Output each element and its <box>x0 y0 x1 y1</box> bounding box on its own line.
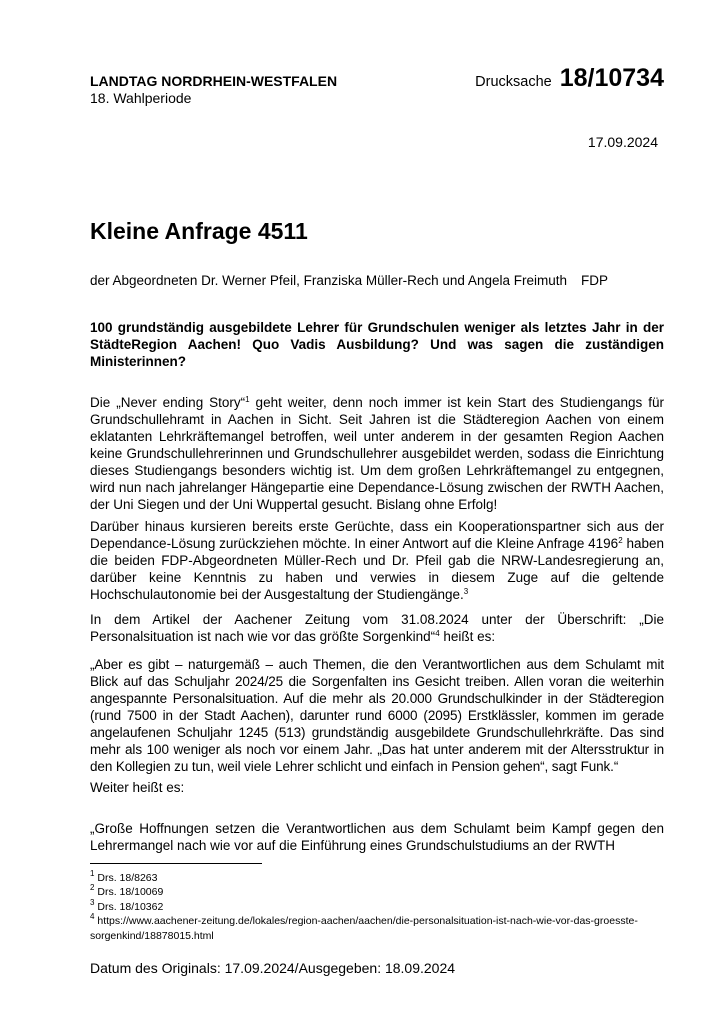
document-footer: Datum des Originals: 17.09.2024/Ausgegeben: 18.09.2024 <box>90 960 456 976</box>
paragraph-1 <box>90 394 664 513</box>
footnote-number: 1 <box>90 869 95 878</box>
footnotes <box>90 871 664 943</box>
footnote-number: 3 <box>90 897 95 907</box>
paragraph-2 <box>90 518 664 603</box>
footnote-link[interactable]: https://www.aachener-zeitung.de/lokales/region-aachen/aachen/die-personalsituation-ist-nach-wie-vor-das-groesste-sorgenkind/18878015.html <box>90 915 638 942</box>
footnote-ref: 4 <box>435 629 440 638</box>
footnote-text: Drs. 18/8263 <box>94 872 158 884</box>
parliament-name: LANDTAG NORDRHEIN-WESTFALEN <box>90 73 338 89</box>
party: FDP <box>580 273 608 288</box>
footnote-text: Drs. 18/10362 <box>94 900 164 913</box>
election-period: 18. Wahlperiode <box>90 90 192 106</box>
paragraph-text: heißt es: <box>439 629 496 644</box>
paragraph-text: In dem Artikel der Aachener Zeitung vom 31.08.2024 unter der Überschrift: „Die Personalsituation ist nach wie vor das größte Sorgenkind“ <box>90 612 664 644</box>
paragraph-3 <box>90 611 664 645</box>
document-header <box>90 73 337 107</box>
footnote-ref: 3 <box>463 587 469 596</box>
document-title: Kleine Anfrage 4511 <box>90 218 308 244</box>
footnote-1 <box>90 871 664 885</box>
authors-line <box>90 273 608 288</box>
inquiry-subject: 100 grundständig ausgebildete Lehrer für Grundschulen weniger als letztes Jahr in der StädteRegion Aachen! Quo Vadis Ausbildung? Und was sagen die zuständigen Ministerinnen? <box>90 320 664 369</box>
footnote-divider <box>90 863 262 864</box>
paragraph-text: haben die beiden FDP-Abgeordneten Müller-Rech und Dr. Pfeil gab die NRW-Landesregierung an, darüber keine Kenntnis zu haben und verwies in diesem Zuge auf die geltende Hochschulautonomie bei der Ausgestaltung der Studiengänge. <box>90 536 664 602</box>
paragraph-4: Weiter heißt es: <box>90 780 185 795</box>
footnote-ref: 2 <box>618 536 623 545</box>
document-date: 17.09.2024 <box>587 134 658 150</box>
quote-1: „Aber es gibt – naturgemäß – auch Themen, die den Verantwortlichen aus dem Schulamt mit Blick auf das Schuljahr 2024/25 die Sorgenfalten ins Gesicht treiben. Allen voran die weiterhin angespannte Personalsituation. Auf die mehr als 20.000 Grundschulkinder in der Städteregion (rund 7500 in der Stadt Aachen), darunter rund 6000 (2095) Erstklässler, kommen im gerade angelaufenen Schuljahr 1245 (513) grundständig ausgebildete Grundschullehrkräfte. Das sind mehr als 100 weniger als noch vor einem Jahr. „Das hat unter anderem mit der Altersstruktur in den Kollegien zu tun, weil viele Lehrer schlicht und einfach in Pension gehen“, sagt Funk.“ <box>90 657 664 774</box>
footnote-number: 2 <box>90 883 95 893</box>
authors: der Abgeordneten Dr. Werner Pfeil, Franziska Müller-Rech und Angela Freimuth <box>90 273 567 288</box>
footnote-3 <box>90 897 664 914</box>
paragraph-text: Darüber hinaus kursieren bereits erste Gerüchte, dass ein Kooperationspartner sich aus der Dependance-Lösung zurückziehen möchte. In einer Antwort auf die Kleine Anfrage 4196 <box>90 519 664 551</box>
footnote-4 <box>90 914 664 943</box>
quote-2: „Große Hoffnungen setzen die Verantwortlichen aus dem Schulamt beim Kampf gegen den Lehrermangel nach wie vor auf die Einführung eines Grundschulstudiums an der RWTH <box>90 821 664 853</box>
footnote-ref: 1 <box>245 395 250 404</box>
print-label: Drucksache <box>475 74 552 90</box>
print-number: 18/10734 <box>559 64 664 92</box>
paragraph-text: Die „Never ending Story“ <box>90 395 246 410</box>
footnote-text: Drs. 18/10069 <box>94 886 164 899</box>
footnote-2 <box>90 885 664 899</box>
print-reference <box>475 64 664 93</box>
paragraph-text: geht weiter, denn noch immer ist kein Start des Studiengangs für Grundschullehramt in Aachen in Sicht. Seit Jahren ist die Städteregion Aachen von einem eklatanten Lehrkräftemangel betroffen, weil unter anderem in der gesamten Region Aachen keine Grundschullehrerinnen und Grundschullehrer ausgebildet werden, sodass die Einrichtung dieses Studiengangs besonders wichtig ist. Um dem großen Lehrkräftemangel zu entgegnen, wird nun nach jahrelanger Hängepartie eine Dependance-Lösung zwischen der RWTH Aachen, der Uni Siegen und der Uni Wuppertal gesucht. Bislang ohne Erfolg! <box>90 395 664 512</box>
footnote-number: 4 <box>90 912 95 922</box>
